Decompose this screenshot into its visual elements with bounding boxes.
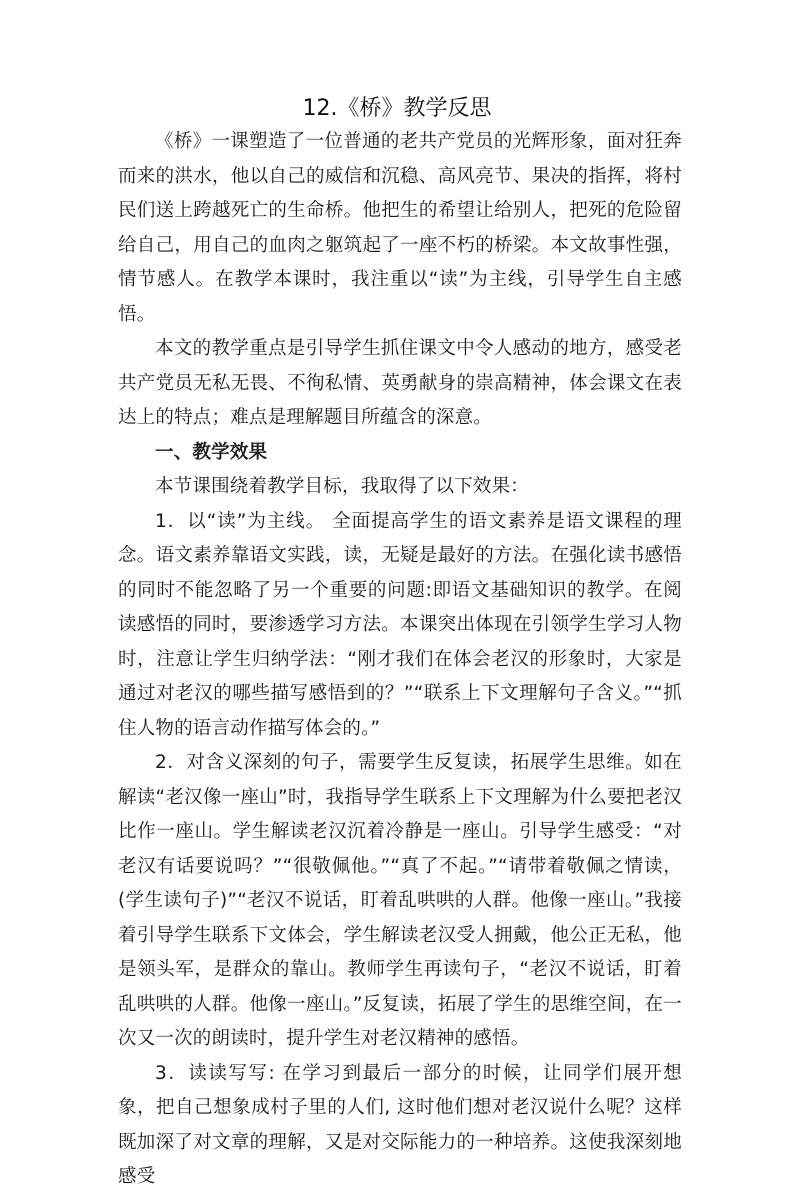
paragraph-item-3: 3．读读写写: 在学习到最后一部分的时候，让同学们展开想象，把自己想象成村子里的人们, 这时他们想对老汉说什么呢？这样既加深了对文章的理解，又是对交际能力的一种培养。这使我深刻地感受	[118, 1062, 682, 1187]
paragraph-intro: 《桥》一课塑造了一位普通的老共产党员的光辉形象，面对狂奔而来的洪水，他以自己的威信和沉稳、高风亮节、果决的指挥，将村民们送上跨越死亡的生命桥。他把生的希望让给别人，把死的危险留给自己，用自己的血肉之躯筑起了一座不朽的桥梁。本文故事性强，情节感人。在教学本课时，我注重以“读”为主线，引导学生自主感悟。	[118, 131, 682, 325]
paragraph-focus: 本文的教学重点是引导学生抓住课文中令人感动的地方，感受老共产党员无私无畏、不徇私情、英勇献身的崇高精神，体会课文在表达上的特点；难点是理解题目所蕴含的深意。	[118, 338, 682, 428]
paragraph-effects-intro: 本节课围绕着教学目标，我取得了以下效果：	[155, 476, 530, 497]
page-title: 12.《桥》教学反思	[302, 96, 492, 121]
paragraph-item-1: 1．以“读”为主线。 全面提高学生的语文素养是语文课程的理念。语文素养靠语文实践，读，无疑是最好的方法。在强化读书感悟的同时不能忽略了另一个重要的问题:即语文基础知识的教学。在阅读感悟的同时，要渗透学习方法。本课突出体现在引领学生学习人物时，注意让学生归纳学法：“刚才我们在体会老汉的形象时，大家是通过对老汉的哪些描写感悟到的？”“联系上下文理解句子含义。”“抓住人物的语言动作描写体会的。”	[118, 510, 682, 739]
section-heading: 一、教学效果	[155, 441, 268, 463]
document-body	[118, 125, 682, 1195]
paragraph-item-2: 2．对含义深刻的句子，需要学生反复读，拓展学生思维。如在解读“老汉像一座山”时，我指导学生联系上下文理解为什么要把老汉比作一座山。学生解读老汉沉着冷静是一座山。引导学生感受：“对老汉有话要说吗？”“很敬佩他。”“真了不起。”“请带着敬佩之情读，(学生读句子)”“老汉不说话，盯着乱哄哄的人群。他像一座山。”我接着引导学生联系下文体会，学生解读老汉受人拥戴，他公正无私，他是领头军，是群众的靠山。教师学生再读句子，“老汉不说话，盯着乱哄哄的人群。他像一座山。”反复读，拓展了学生的思维空间，在一次又一次的朗读时，提升学生对老汉精神的感悟。	[118, 752, 682, 1049]
